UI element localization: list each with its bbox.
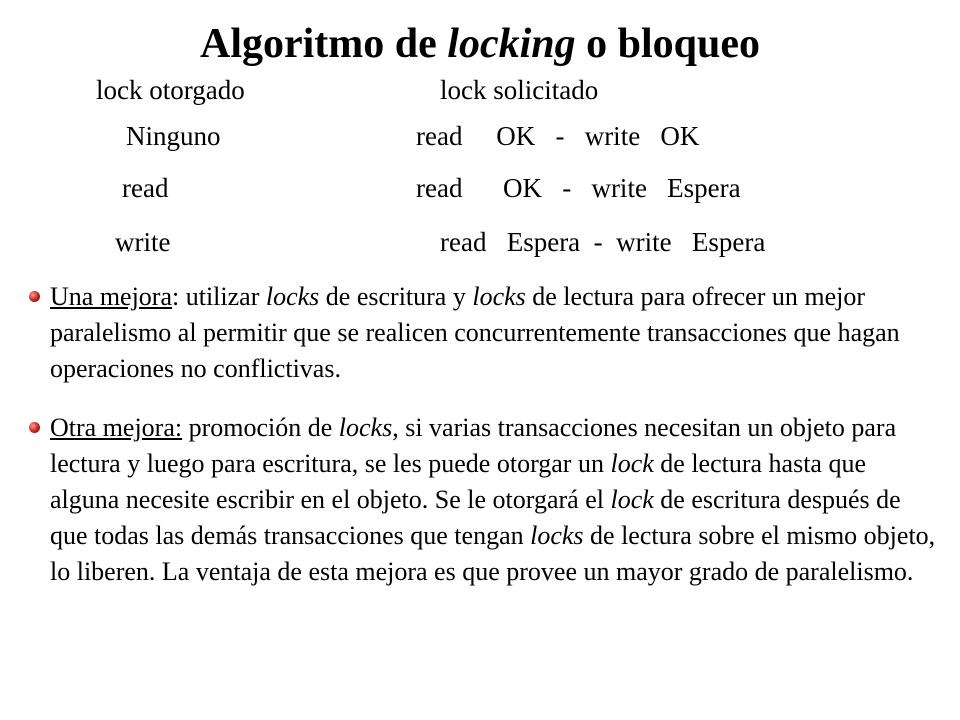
row-granted-read: read bbox=[122, 173, 169, 203]
header-lock-requested: lock solicitado bbox=[440, 75, 599, 105]
row-requested-ninguno: read OK - write OK bbox=[416, 121, 700, 151]
row-requested-write: read Espera - write Espera bbox=[440, 227, 766, 257]
bullet-icon bbox=[29, 291, 40, 302]
bullet-1-lead: Una mejora bbox=[50, 282, 173, 311]
row-granted-write: write bbox=[115, 227, 171, 257]
header-lock-granted: lock otorgado bbox=[96, 75, 245, 105]
bullet-paragraph-1: Una mejora: utilizar locks de escritura y locks de lectura para ofrecer un mejor paralelismo al permitir que se realicen concurrentemente transacciones que hagan operaciones no conflictivas. bbox=[50, 282, 900, 383]
page-title: Algoritmo de locking o bloqueo bbox=[199, 21, 761, 67]
bullet-icon bbox=[29, 422, 40, 433]
row-granted-ninguno: Ninguno bbox=[126, 121, 221, 151]
bullet-2-lead: Otra mejora: bbox=[50, 413, 183, 442]
bullet-paragraph-2: Otra mejora: promoción de locks, si varias transacciones necesitan un objeto para lectura y luego para escritura, se les puede otorgar un lock de lectura hasta que alguna necesite escribir en el objeto. Se le otorgará el lock de escritura después de que todas las demás transacciones que tengan locks de lectura sobre el mismo objeto, lo liberen. La ventaja de esta mejora es que provee un mayor grado de paralelismo. bbox=[50, 413, 936, 586]
title-emphasis: locking bbox=[447, 21, 576, 67]
row-requested-read: read OK - write Espera bbox=[416, 173, 741, 203]
